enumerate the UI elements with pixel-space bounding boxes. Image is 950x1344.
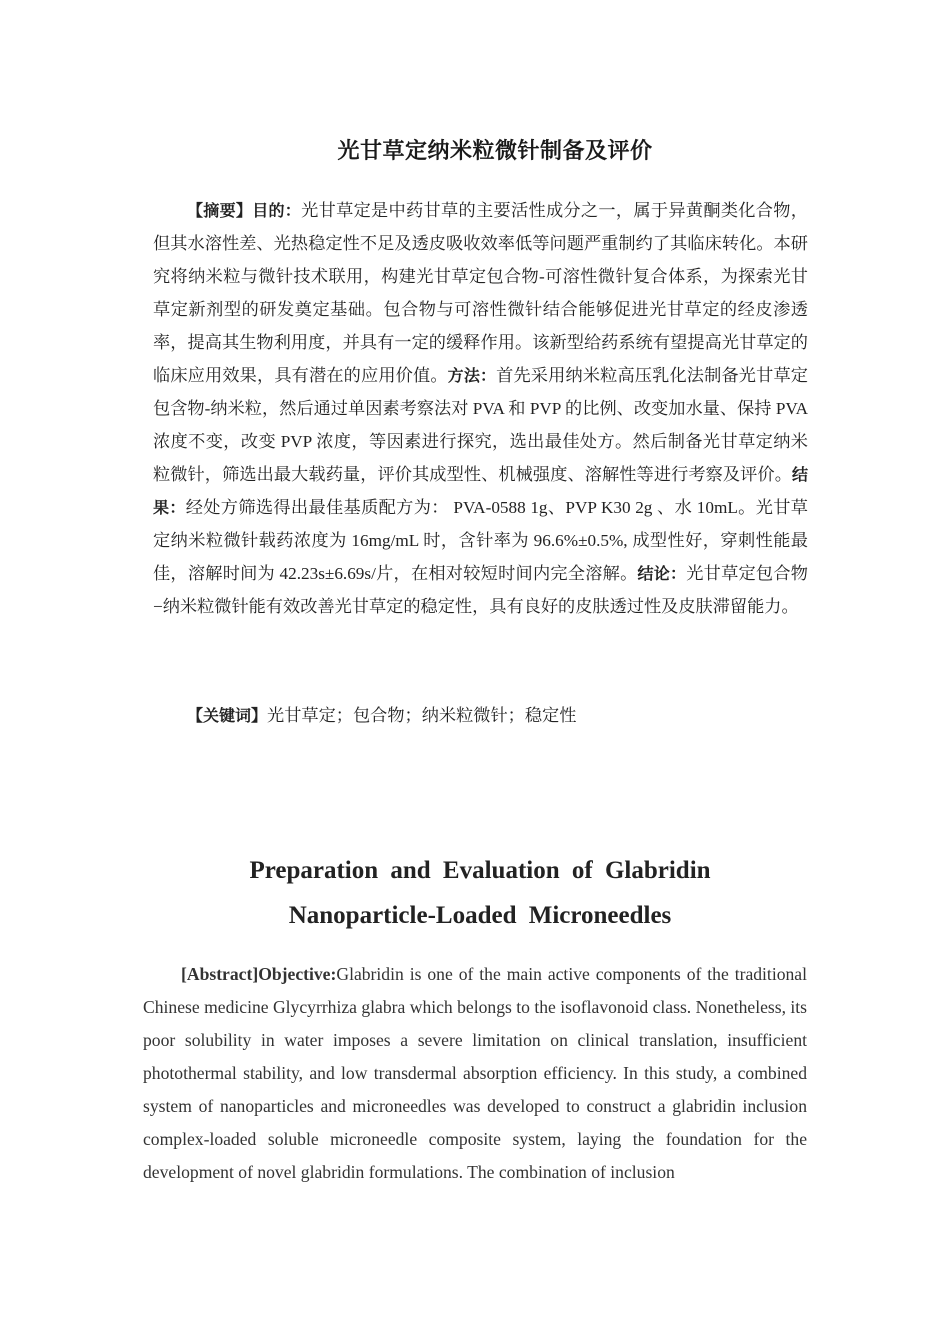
- conclusion-text: 光甘草定包合物−纳米粒微针能有效改善光甘草定的稳定性，具有良好的皮肤透过性及皮肤滞留能力。: [153, 564, 808, 616]
- result-text: 经处方筛选得出最佳基质配方为： PVA-0588 1g、PVP K30 2g 、水 10mL。光甘草定纳米粒微针载药浓度为 16mg/mL 时，含针率为 96.6%±0.5%, 成型性好，穿刺性能最佳，溶解时间为 42.23s±6.69s/片，在相对较短时间内完全溶解。: [153, 498, 808, 583]
- abstract-label: 【摘要】: [187, 201, 253, 220]
- keywords-label: 【关键词】: [187, 706, 268, 725]
- result-label: 结果：: [153, 465, 808, 517]
- keywords-text: 光甘草定；包合物；纳米粒微针；稳定性: [267, 706, 577, 725]
- english-abstract-text: Glabridin is one of the main active components of the traditional Chinese medicine Glycyrrhiza glabra which belongs to the isoflavonoid class. Nonetheless, its poor solubility in water imposes a severe limitation on clinical translation, insufficient photothermal stability, and low transdermal absorption efficiency. In this study, a combined system of nanoparticles and microneedles was developed to construct a glabridin inclusion complex-loaded soluble microneedle composite system, laying the foundation for the development of novel glabridin formulations. The combination of inclusion: [143, 964, 808, 1182]
- english-title-line1: Preparation and Evaluation of Glabridin: [249, 857, 711, 884]
- chinese-keywords: [153, 699, 808, 732]
- method-label: 方法：: [447, 366, 497, 385]
- objective-label: 目的：: [252, 201, 302, 220]
- method-text: 首先采用纳米粒高压乳化法制备光甘草定包含物-纳米粒，然后通过单因素考察法对 PVA 和 PVP 的比例、改变加水量、保持 PVA 浓度不变，改变 PVP 浓度，等因素进行探究，选出最佳处方。然后制备光甘草定纳米粒微针，筛选出最大载药量，评价其成型性、机械强度、溶解性等进行考察及评价。: [153, 366, 808, 484]
- objective-text: 光甘草定是中药甘草的主要活性成分之一，属于异黄酮类化合物，但其水溶性差、光热稳定性不足及透皮吸收效率低等问题严重制约了其临床转化。本研究将纳米粒与微针技术联用，构建光甘草定包合物-可溶性微针复合体系，为探索光甘草定新剂型的研发奠定基础。包合物与可溶性微针结合能够促进光甘草定的经皮渗透率，提高其生物利用度，并具有一定的缓释作用。该新型给药系统有望提高光甘草定的临床应用效果，具有潜在的应用价值。: [153, 201, 808, 385]
- english-abstract: [143, 958, 807, 1189]
- english-abstract-label: [Abstract]: [181, 964, 259, 984]
- chinese-title: 光甘草定纳米粒微针制备及评价: [337, 139, 653, 164]
- conclusion-label: 结论：: [637, 564, 687, 583]
- english-objective-label: Objective:: [258, 964, 337, 984]
- english-title: [0, 848, 950, 938]
- english-title-line2: Nanoparticle-Loaded Microneedles: [288, 902, 672, 929]
- chinese-abstract: [153, 194, 808, 623]
